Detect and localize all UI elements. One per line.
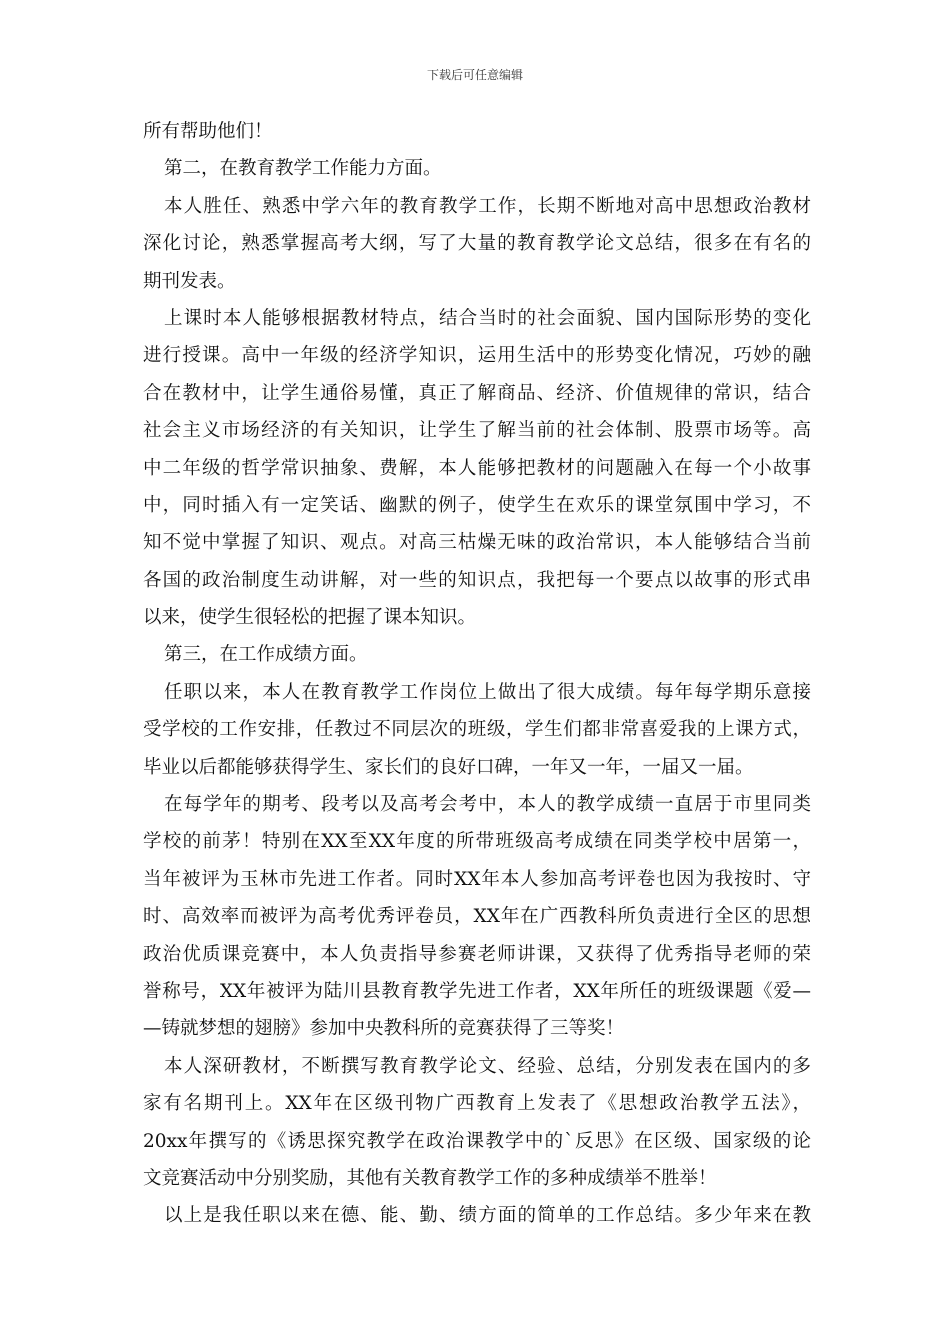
text-line: 知不觉中掌握了知识、观点。对高三枯燥无味的政治常识，本人能够结合当前 bbox=[143, 532, 811, 554]
text-line: 上课时本人能够根据教材特点，结合当时的社会面貌、国内国际形势的变化 bbox=[164, 307, 811, 329]
text-line: 以来，使学生很轻松的把握了课本知识。 bbox=[143, 607, 477, 629]
text-line: 时、高效率而被评为高考优秀评卷员，XX年在广西教科所负责进行全区的思想 bbox=[143, 906, 811, 928]
text-line: 在每学年的期考、段考以及高考会考中，本人的教学成绩一直居于市里同类 bbox=[164, 794, 811, 816]
text-line: 当年被评为玉林市先进工作者。同时XX年本人参加高考评卷也因为我按时、守 bbox=[143, 868, 811, 890]
text-line: 第三，在工作成绩方面。 bbox=[164, 644, 368, 666]
text-line: 中，同时插入有一定笑话、幽默的例子，使学生在欢乐的课堂氛围中学习，不 bbox=[143, 494, 811, 516]
text-line: 家有名期刊上。XX年在区级刊物广西教育上发表了《思想政治教学五法》， bbox=[143, 1093, 811, 1115]
text-line: 受学校的工作安排，任教过不同层次的班级，学生们都非常喜爱我的上课方式， bbox=[143, 719, 811, 741]
text-line: 进行授课。高中一年级的经济学知识，运用生活中的形势变化情况，巧妙的融 bbox=[143, 345, 811, 367]
text-line: —铸就梦想的翅膀》参加中央教科所的竞赛获得了三等奖！ bbox=[143, 1018, 625, 1040]
text-line: 本人深研教材，不断撰写教育教学论文、经验、总结，分别发表在国内的多 bbox=[164, 1055, 811, 1077]
text-line: 政治优质课竞赛中，本人负责指导参赛老师讲课，又获得了优秀指导老师的荣 bbox=[143, 943, 811, 965]
text-line: 所有帮助他们！ bbox=[143, 121, 273, 142]
text-line: 以上是我任职以来在德、能、勤、绩方面的简单的工作总结。多少年来在教 bbox=[164, 1205, 811, 1227]
body-text bbox=[143, 113, 811, 1235]
text-line: 合在教材中，让学生通俗易懂，真正了解商品、经济、价值规律的常识，结合 bbox=[143, 382, 811, 404]
text-line: 毕业以后都能够获得学生、家长们的良好口碑，一年又一年，一届又一届。 bbox=[143, 756, 754, 778]
text-line: 各国的政治制度生动讲解，对一些的知识点，我把每一个要点以故事的形式串 bbox=[143, 569, 811, 591]
text-line: 誉称号，XX年被评为陆川县教育教学先进工作者，XX年所任的班级课题《爱— bbox=[143, 980, 811, 1002]
text-line: 社会主义市场经济的有关知识，让学生了解当前的社会体制、股票市场等。高 bbox=[143, 420, 811, 442]
text-line: 深化讨论，熟悉掌握高考大纲，写了大量的教育教学论文总结，很多在有名的 bbox=[143, 233, 811, 255]
text-line: 中二年级的哲学常识抽象、费解，本人能够把教材的问题融入在每一个小故事 bbox=[143, 457, 811, 479]
text-line: 期刊发表。 bbox=[143, 270, 236, 292]
text-line: 学校的前茅！特别在XX至XX年度的所带班级高考成绩在同类学校中居第一， bbox=[143, 831, 811, 853]
page-header: 下载后可任意编辑 bbox=[426, 68, 523, 82]
text-line: 文竞赛活动中分别奖励，其他有关教育教学工作的多种成绩举不胜举！ bbox=[143, 1167, 717, 1189]
text-line: 本人胜任、熟悉中学六年的教育教学工作，长期不断地对高中思想政治教材 bbox=[164, 195, 811, 217]
text-line: 20xx年撰写的《诱思探究教学在政治课教学中的`反思》在区级、国家级的论 bbox=[143, 1130, 811, 1152]
text-line: 任职以来，本人在教育教学工作岗位上做出了很大成绩。每年每学期乐意接 bbox=[164, 681, 811, 703]
text-line: 第二，在教育教学工作能力方面。 bbox=[164, 158, 442, 180]
